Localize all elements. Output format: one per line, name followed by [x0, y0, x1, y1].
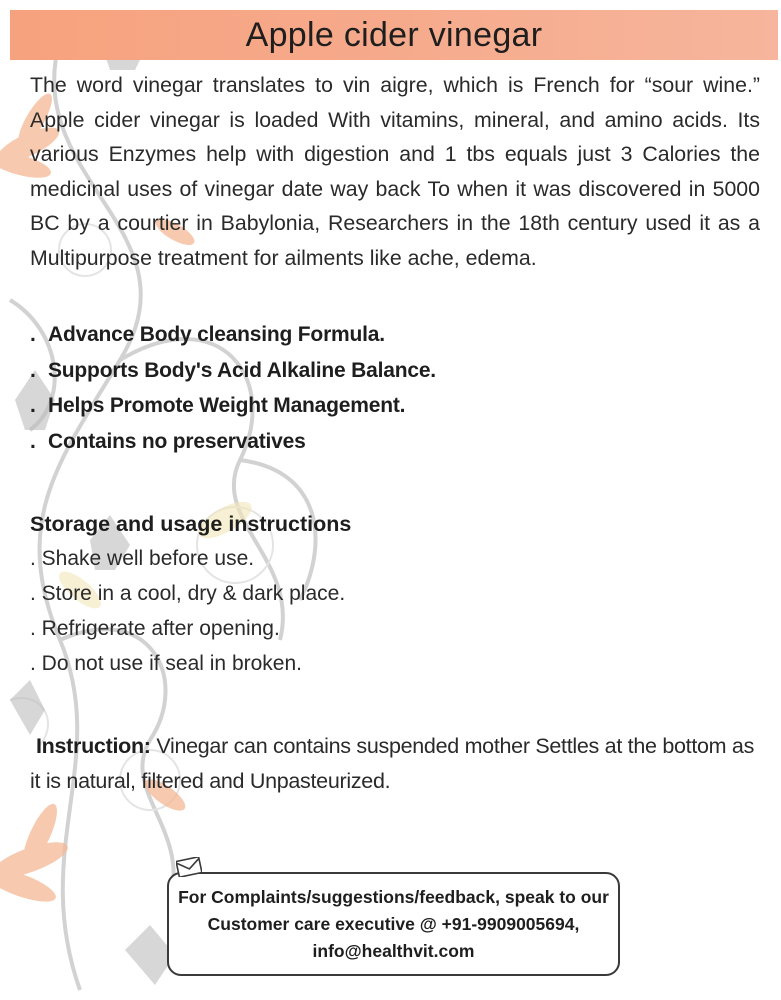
- contact-line-email: info@healthvit.com: [312, 940, 475, 961]
- feature-list: [30, 317, 760, 459]
- storage-item: . Refrigerate after opening.: [30, 617, 280, 640]
- feature-item: . Supports Body's Acid Alkaline Balance.: [30, 358, 436, 382]
- page-title: Apple cider vinegar: [245, 15, 543, 54]
- intro-paragraph: The word vinegar translates to vin aigre, which is French for “sour wine.” Apple cider vinegar is loaded With vitamins, mineral, and amino acids. Its various Enzymes help with digestion and 1 tbs equals just 3 Calories the medicinal uses of vinegar date way back To when it was discovered in 5000 BC by a courtier in Babylonia, Researchers in the 18th century used it as a Multipurpose treatment for ailments like ache, edema.: [30, 73, 760, 270]
- feature-item: . Advance Body cleansing Formula.: [30, 323, 385, 346]
- instruction-text: Vinegar can contains suspended mother Settles at the bottom as it is natural, filtered and Unpasteurized.: [30, 734, 755, 793]
- contact-box: [167, 872, 620, 976]
- feature-item: . Contains no preservatives: [30, 429, 306, 453]
- envelope-icon: [176, 857, 202, 877]
- contact-line-complaints: For Complaints/suggestions/feedback, speak to our: [178, 886, 609, 907]
- storage-item: . Do not use if seal in broken.: [30, 652, 302, 675]
- storage-item: . Shake well before use.: [30, 547, 255, 570]
- storage-list: [30, 541, 760, 681]
- instruction-lead: Instruction:: [36, 734, 151, 758]
- storage-heading: Storage and usage instructions: [30, 512, 352, 536]
- contact-line-phone: Customer care executive @ +91-9909005694,: [207, 913, 580, 934]
- instruction-paragraph: [30, 729, 760, 799]
- storage-item: . Store in a cool, dry & dark place.: [30, 582, 346, 605]
- feature-item: . Helps Promote Weight Management.: [30, 394, 406, 417]
- content-area: [30, 68, 760, 799]
